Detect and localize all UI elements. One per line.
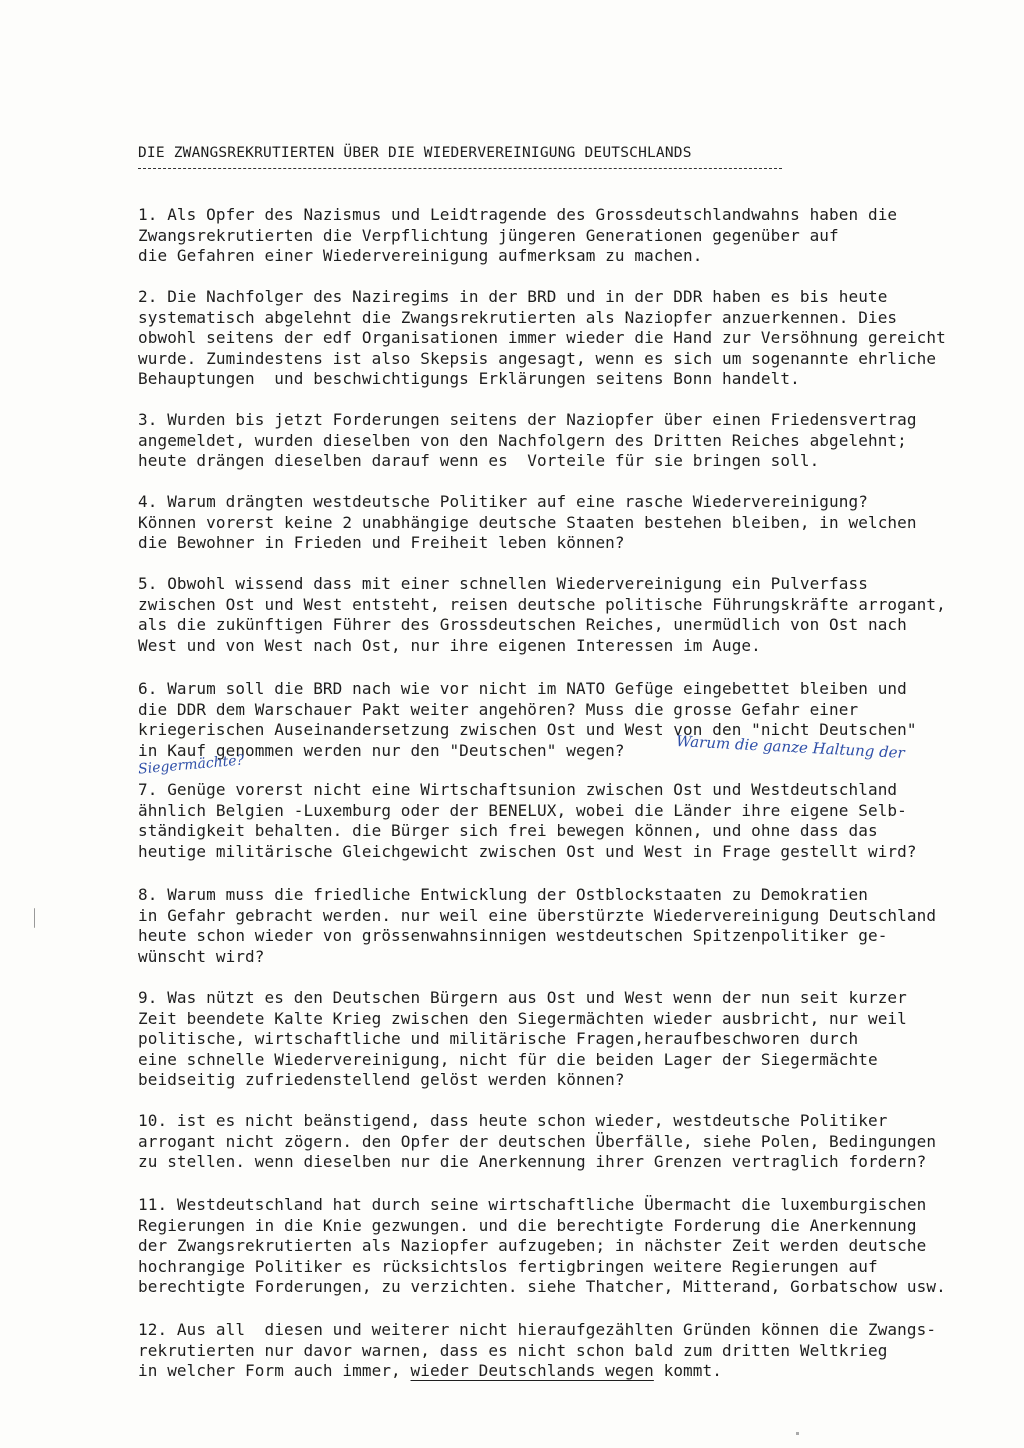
- paragraph-8: [138, 885, 1004, 967]
- paragraph-line: wurde. Zumindestens ist also Skepsis angesagt, wenn es sich um sogenannte ehrliche: [138, 348, 937, 368]
- paragraph-line: West und von West nach Ost, nur ihre eigenen Interessen im Auge.: [138, 635, 761, 655]
- paragraph-line: die Bewohner in Frieden und Freiheit leben können?: [138, 533, 625, 552]
- paragraph-2: [138, 287, 1004, 390]
- paragraph-5: [138, 574, 1004, 656]
- paragraph-line: 9. Was nützt es den Deutschen Bürgern aus Ost und West wenn der nun seit kurzer: [138, 988, 907, 1007]
- paragraph-line: 7. Genüge vorerst nicht eine Wirtschaftsunion zwischen Ost und Westdeutschland: [138, 780, 898, 799]
- paragraph-line: politische, wirtschaftliche und militärische Fragen,heraufbeschworen durch: [138, 1029, 859, 1048]
- paragraph-line: 12. Aus all diesen und weiterer nicht hieraufgezählten Gründen können die Zwangs-: [138, 1320, 937, 1339]
- paragraph-line: eine schnelle Wiedervereinigung, nicht für die beiden Lager der Siegermächte: [138, 1049, 878, 1069]
- document-title: DIE ZWANGSREKRUTIERTEN ÜBER DIE WIEDERVEREINIGUNG DEUTSCHLANDS: [138, 145, 692, 161]
- handwritten-note-line2: Siegermächte?: [137, 752, 245, 778]
- paragraph-line: Zeit beendete Kalte Krieg zwischen den Siegermächten wieder ausbricht, nur weil: [138, 1008, 907, 1028]
- paragraph-line: angemeldet, wurden dieselben von den Nachfolgern des Dritten Reiches abgelehnt;: [138, 430, 907, 450]
- paragraph-line: 6. Warum soll die BRD nach wie vor nicht im NATO Gefüge eingebettet bleiben und: [138, 679, 907, 698]
- paragraph-9: [138, 988, 1004, 1091]
- paragraph-line: der Zwangsrekrutierten als Naziopfer aufzugeben; in nächster Zeit werden deutsche: [138, 1236, 927, 1255]
- paragraph-4: [138, 492, 1004, 554]
- handwritten-note-line1: Warum die ganze Haltung der: [675, 732, 906, 762]
- paragraph-line: als die zukünftigen Führer des Grossdeutschen Reiches, unermüdlich von Ost nach: [138, 615, 907, 634]
- paragraph-1: [138, 205, 1004, 267]
- paragraph-line: 5. Obwohl wissend dass mit einer schnellen Wiedervereinigung ein Pulverfass: [138, 574, 868, 593]
- paragraph-line: systematisch abgelehnt die Zwangsrekrutierten als Naziopfer anzuerkennen. Dies: [138, 307, 898, 327]
- paragraph-7: [138, 780, 1004, 862]
- paragraph-line: Zwangsrekrutierten die Verpflichtung jüngeren Generationen gegenüber auf: [138, 225, 839, 245]
- paragraph-line: obwohl seitens der edf Organisationen immer wieder die Hand zur Versöhnung gereicht: [138, 328, 946, 347]
- paragraph-line: 8. Warum muss die friedliche Entwicklung der Ostblockstaaten zu Demokratien: [138, 885, 868, 904]
- paragraph-line: 10. ist es nicht beänstigend, dass heute schon wieder, westdeutsche Politiker: [138, 1111, 888, 1130]
- paragraph-line: wünscht wird?: [138, 946, 265, 966]
- paragraph-line: kriegerischen Auseinandersetzung zwischen Ost und West von den "nicht Deutschen": [138, 720, 917, 739]
- paragraph-line: 1. Als Opfer des Nazismus und Leidtragende des Grossdeutschlandwahns haben die: [138, 205, 898, 224]
- underlined-phrase: wieder Deutschlands wegen: [410, 1361, 654, 1380]
- paragraph-line: hochrangige Politiker es rücksichtslos fertigbringen weitere Regierungen auf: [138, 1256, 878, 1276]
- paragraph-line: zu stellen. wenn dieselben nur die Anerkennung ihrer Grenzen vertraglich fordern?: [138, 1152, 927, 1171]
- paragraph-line: Können vorerst keine 2 unabhängige deutsche Staaten bestehen bleiben, in welchen: [138, 512, 917, 532]
- paragraph-line: heute schon wieder von grössenwahnsinnigen westdeutschen Spitzenpolitiker ge-: [138, 926, 888, 945]
- paragraph-line: 2. Die Nachfolger des Naziregims in der BRD und in der DDR haben es bis heute: [138, 287, 888, 306]
- paragraph-line: [138, 1361, 1004, 1382]
- paragraph-3: [138, 410, 1004, 472]
- scan-speck: [796, 1432, 799, 1435]
- title-underline-rule: [138, 168, 782, 169]
- paragraph-line: 11. Westdeutschland hat durch seine wirtschaftliche Übermacht die luxemburgischen: [138, 1195, 927, 1214]
- paragraph-line: heutige militärische Gleichgewicht zwischen Ost und West in Frage gestellt wird?: [138, 841, 917, 861]
- last-line-suffix: kommt.: [653, 1361, 722, 1380]
- paragraph-line: die Gefahren einer Wiedervereinigung aufmerksam zu machen.: [138, 246, 703, 265]
- paragraph-12: [138, 1320, 1004, 1382]
- last-line-prefix: in welcher Form auch immer,: [138, 1361, 411, 1380]
- paragraph-line: 4. Warum drängten westdeutsche Politiker auf eine rasche Wiedervereinigung?: [138, 492, 868, 511]
- paragraph-line: arrogant nicht zögern. den Opfer der deutschen Überfälle, siehe Polen, Bedingungen: [138, 1131, 937, 1151]
- paragraph-10: [138, 1111, 1004, 1173]
- paragraph-line: ständigkeit behalten. die Bürger sich frei bewegen können, und ohne dass das: [138, 821, 878, 840]
- paragraph-line: rekrutierten nur davor warnen, dass es nicht schon bald zum dritten Weltkrieg: [138, 1340, 888, 1360]
- paragraph-11: [138, 1195, 1004, 1298]
- paragraph-line: in Gefahr gebracht werden. nur weil eine überstürzte Wiedervereinigung Deutschland: [138, 905, 937, 925]
- margin-mark: [34, 908, 36, 928]
- paragraph-line: Behauptungen und beschwichtigungs Erklärungen seitens Bonn handelt.: [138, 369, 800, 388]
- paragraph-line: 3. Wurden bis jetzt Forderungen seitens der Naziopfer über einen Friedensvertrag: [138, 410, 917, 429]
- paragraph-line: heute drängen dieselben darauf wenn es Vorteile für sie bringen soll.: [138, 451, 820, 470]
- paragraph-line: zwischen Ost und West entsteht, reisen deutsche politische Führungskräfte arrogant,: [138, 594, 946, 614]
- paragraph-line: beidseitig zufriedenstellend gelöst werden können?: [138, 1070, 625, 1089]
- paragraph-line: die DDR dem Warschauer Pakt weiter angehören? Muss die grosse Gefahr einer: [138, 699, 859, 719]
- paragraph-line: ähnlich Belgien -Luxemburg oder der BENELUX, wobei die Länder ihre eigene Selb-: [138, 800, 907, 820]
- paragraph-line: berechtigte Forderungen, zu verzichten. siehe Thatcher, Mitterand, Gorbatschow usw.: [138, 1277, 946, 1296]
- paragraph-line: in Kauf genommen werden nur den "Deutschen" wegen?: [138, 740, 625, 760]
- paragraph-line: Regierungen in die Knie gezwungen. und die berechtigte Forderung die Anerkennung: [138, 1215, 917, 1235]
